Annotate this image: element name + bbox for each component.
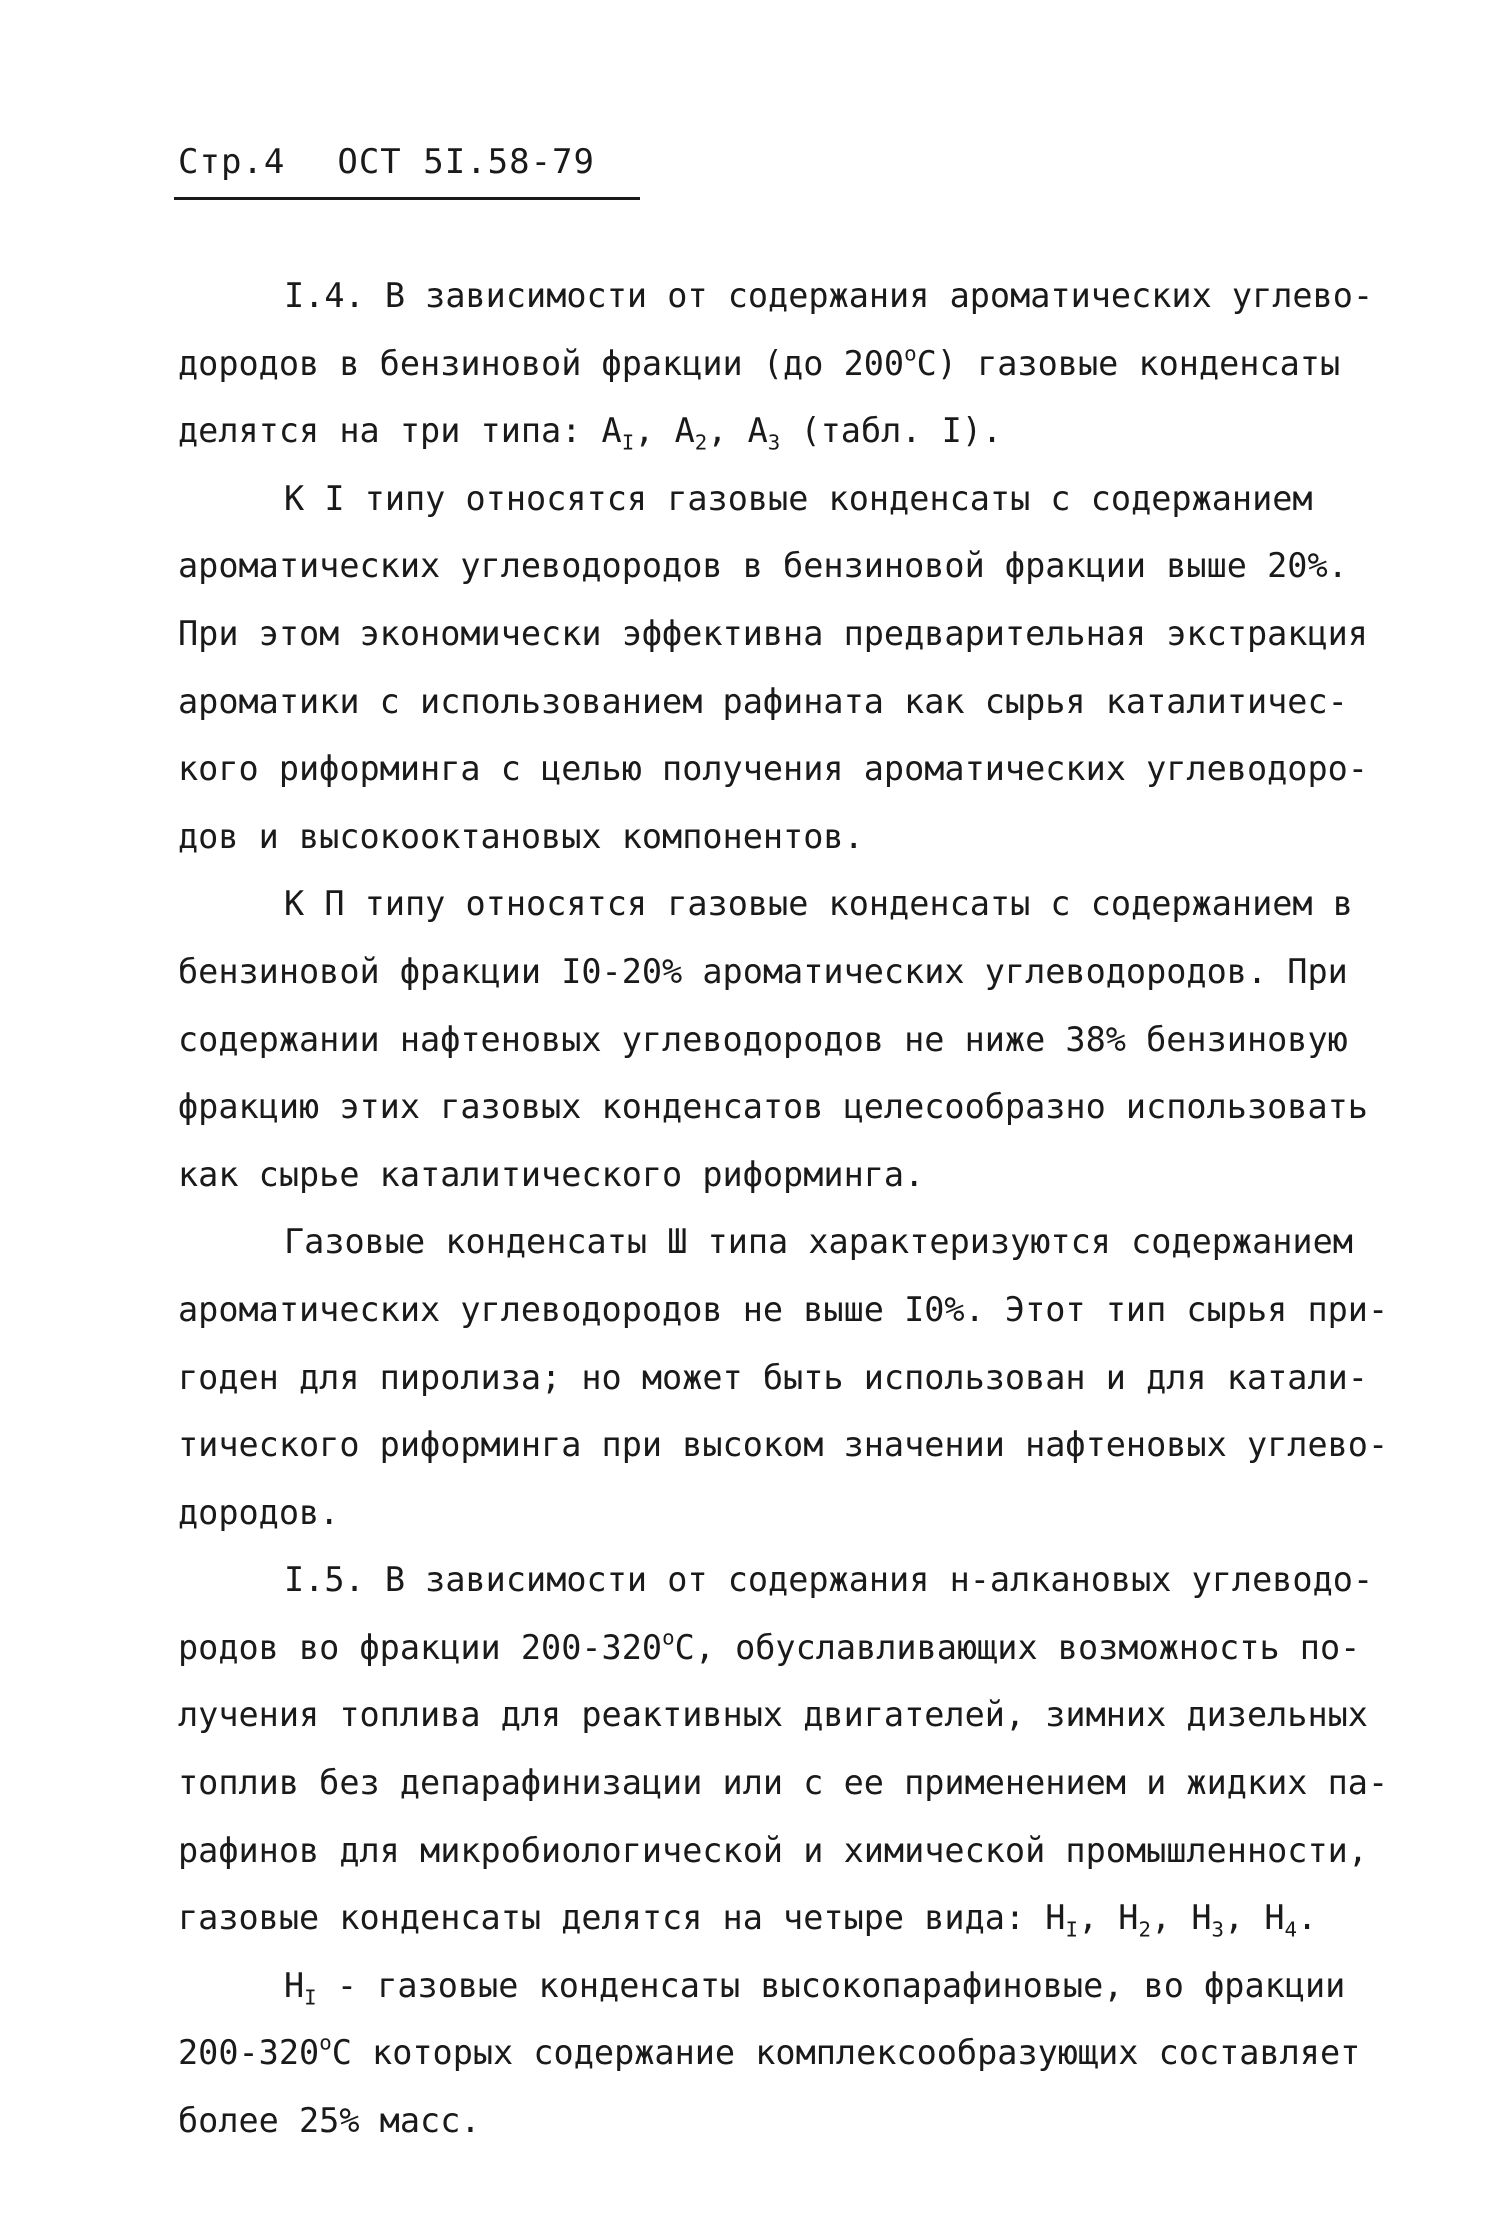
text-line: При этом экономически эффективна предварительная экстракция [178,613,1368,653]
text-line: К I типу относятся газовые конденсаты с содержанием [284,478,1313,518]
text-line: фракцию этих газовых конденсатов целесообразно использовать [178,1087,1368,1127]
text-line: К П типу относятся газовые конденсаты с содержанием в [284,884,1353,924]
text-line: газовые конденсаты делятся на четыре вида: $Н_I$, $Н_2$, $Н_3$, $Н_4$. [178,1898,1318,1942]
text-line: Газовые конденсаты Ш типа характеризуются содержанием [284,1222,1353,1262]
text-line: бензиновой фракции I0-20% ароматических углеводородов. При [178,951,1348,991]
document-body [178,262,1408,2155]
text-line: годен для пиролиза; но может быть использован и для катали- [178,1357,1368,1397]
text-line: лучения топлива для реактивных двигателей, зимних дизельных [178,1695,1368,1735]
header-underline [174,197,640,200]
text-line: тического риформинга при высоком значении нафтеновых углево- [178,1425,1389,1465]
text-line: ароматических углеводородов не выше I0%. Этот тип сырья при- [178,1289,1389,1329]
text-line: I.5. В зависимости от содержания н-алкановых углеводо- [284,1560,1374,1600]
text-line: ароматики с использованием рафината как сырья каталитичес- [178,681,1348,721]
standard-code: ОСТ 5I.58-79 [337,142,595,182]
text-line: содержании нафтеновых углеводородов не ниже 38% бензиновую [178,1019,1348,1059]
text-line: топлив без депарафинизации или с ее применением и жидких па- [178,1763,1389,1803]
text-line: $200-320^оС$ которых содержание комплексообразующих составляет [178,2030,1361,2073]
text-line: кого риформинга с целью получения ароматических углеводоро- [178,749,1368,789]
text-line: дородов. [178,1492,340,1532]
text-line: родов во фракции $200-320^оС$, обуславливающих возможность по- [178,1625,1361,1667]
text-line: $Н_I$ - газовые конденсаты высокопарафиновые, во фракции [284,1965,1346,2010]
text-line: ароматических углеводородов в бензиновой фракции выше 20%. [178,546,1348,586]
text-line: как сырье каталитического риформинга. [178,1154,925,1194]
text-line: дов и высокооктановых компонентов. [178,816,864,856]
page-header [178,142,595,182]
text-line: делятся на три типа: $А_I$, $А_2$, $А_3$ (табл. I). [178,411,1003,455]
page-number: Стр.4 [178,142,286,182]
text-line: I.4. В зависимости от содержания ароматических углево- [284,276,1374,315]
text-line: более 25% масс. [178,2101,481,2141]
text-line: рафинов для микробиологической и химической промышленности, [178,1830,1368,1870]
text-line: дородов в бензиновой фракции (до $200^оС$) газовые конденсаты [178,341,1341,383]
